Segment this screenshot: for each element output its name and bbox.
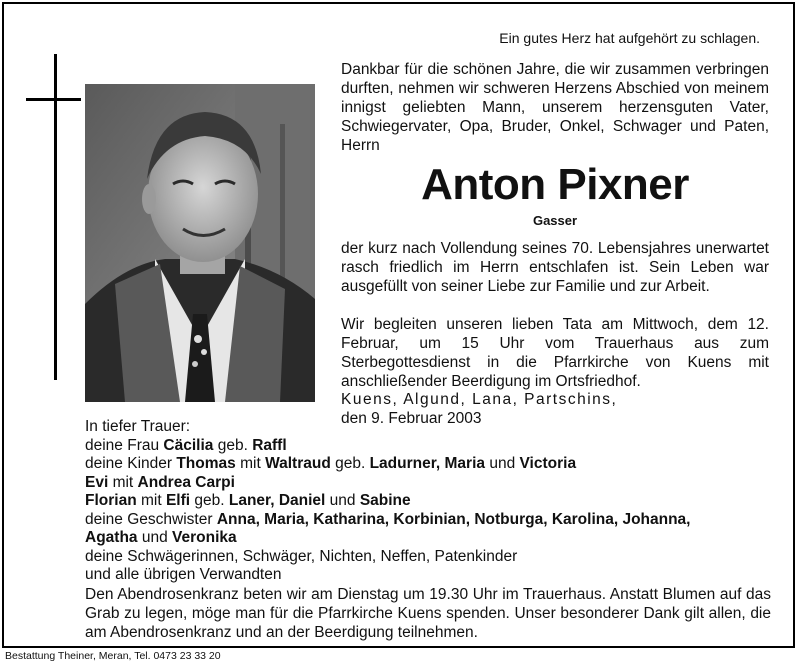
mourner-line: deine Schwägerinnen, Schwäger, Nichten, Neffen, Patenkinder — [85, 547, 518, 565]
intro-text: Dankbar für die schönen Jahre, die wir zusammen verbringen durften, nehmen wir schweren Herzens Abschied von meinem innigst geliebten Mann, unserem herzensguten Vater, Schwiegervater, Opa, Bruder, Onkel, Schwager und Paten, Herrn — [341, 61, 769, 154]
mourner-line: deine Kinder Thomas mit Waltraud geb. Ladurner, Maria und Victoria — [85, 455, 577, 472]
mourner-line: deine Frau Cäcilia geb. Raffl — [85, 436, 287, 454]
mourners-heading: In tiefer Trauer: — [85, 418, 191, 435]
motto: Ein gutes Herz hat aufgehört zu schlagen. — [499, 30, 760, 46]
portrait-photo — [85, 84, 315, 402]
mourner-line: Evi mit Andrea Carpi — [85, 473, 235, 491]
mourner-line: und alle übrigen Verwandten — [85, 566, 282, 583]
closing-text: Den Abendrosenkranz beten wir am Dienstag um 19.30 Uhr im Trauerhaus. Anstatt Blumen auf das Grab zu legen, möge man für die Pfarrkirche Kuens spenden. Unser besonderer Dank gilt allen, die am Abendrosenkranz und an der Beerdigung teilnehmen. — [85, 586, 771, 641]
funeral-paragraph: Wir begleiten unseren lieben Tata am Mittwoch, dem 12. Februar, um 15 Uhr vom Trauerhaus aus zum Sterbegottesdienst in die Pfarrkirche von Kuens mit anschließender Beerdigung im Ortsfriedhof. — [341, 316, 769, 390]
cross-icon — [26, 98, 81, 101]
life-paragraph: der kurz nach Vollendung seines 70. Lebensjahres unerwartet rasch friedlich im Herrn entschlafen ist. Sein Leben war ausgefüllt von seiner Liebe zur Familie und zur Arbeit. — [341, 240, 769, 295]
deceased-name: Anton Pixner — [421, 160, 689, 209]
deceased-nickname: Gasser — [532, 213, 578, 228]
mourner-line: Florian mit Elfi geb. Laner, Daniel und Sabine — [85, 492, 411, 509]
mourners-list — [85, 418, 785, 585]
places: Kuens, Algund, Lana, Partschins, — [341, 391, 618, 408]
funeral-home-footer: Bestattung Theiner, Meran, Tel. 0473 23 33 20 — [5, 650, 221, 662]
cross-icon-vertical — [54, 54, 57, 380]
notice-date: den 9. Februar 2003 — [341, 410, 482, 427]
mourner-line: Agatha und Veronika — [85, 529, 237, 546]
mourner-line: deine Geschwister Anna, Maria, Katharina, Korbinian, Notburga, Karolina, Johanna, — [85, 510, 691, 528]
